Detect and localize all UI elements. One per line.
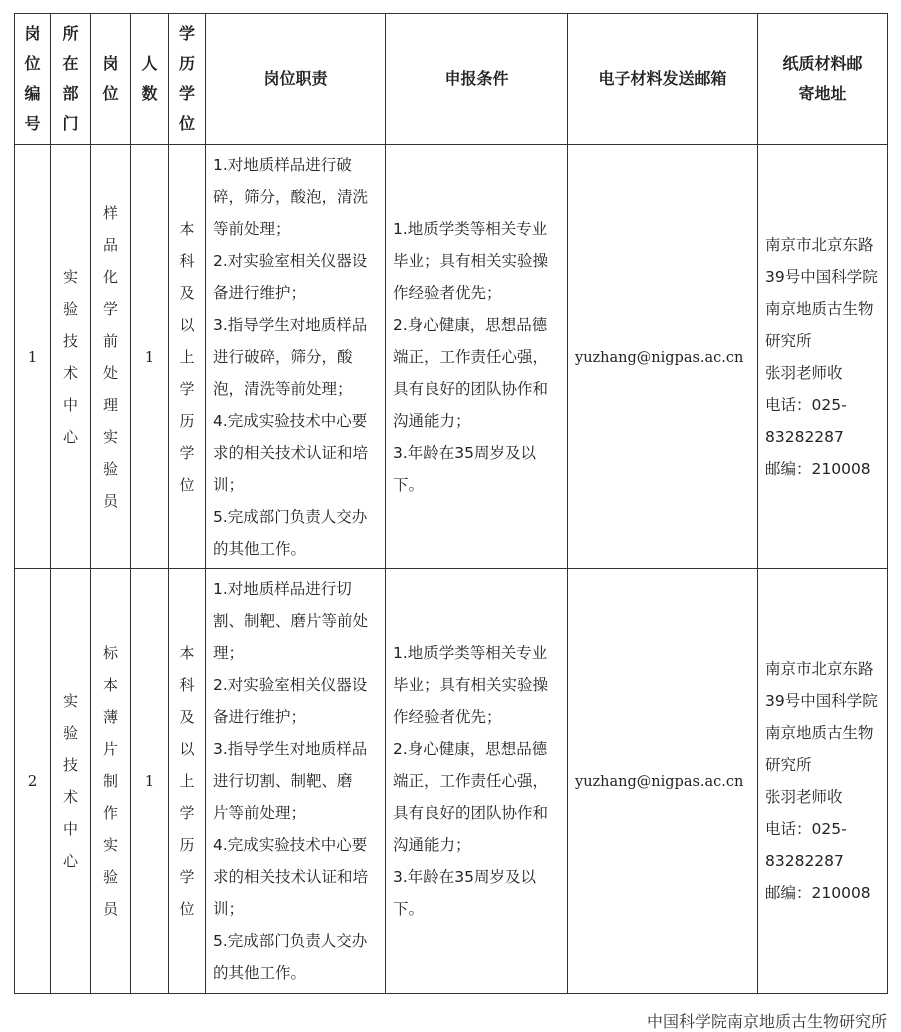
text-line: 端正，工作责任心强， (393, 772, 549, 790)
text-line: 毕业；具有相关实验操 (393, 676, 549, 694)
row-address (758, 569, 888, 994)
email-link[interactable]: yuzhang@nigpas.ac.cn (575, 349, 744, 366)
header-duties: 岗位职责 (206, 14, 386, 145)
text-line: 端正，工作责任心强， (393, 347, 549, 366)
row-email (568, 145, 758, 569)
table-row (15, 145, 888, 569)
text-line: 39号中国科学院 (765, 267, 878, 286)
text-line: 研究所 (765, 756, 812, 774)
row-dept: 实验技术中心 (51, 145, 91, 569)
row-edu: 本科及以上学历学位 (169, 569, 206, 994)
header-count: 人数 (131, 14, 169, 145)
row-duties (206, 145, 386, 569)
header-dept: 所在部门 (51, 14, 91, 145)
text-line: 的其他工作。 (213, 539, 307, 558)
row-requirements (386, 145, 568, 569)
header-code: 岗位编号 (15, 14, 51, 145)
text-line: 备进行维护； (213, 708, 307, 726)
text-line: 1.地质学类等相关专业 (393, 644, 548, 662)
text-line: 张羽老师收 (765, 788, 843, 806)
text-line: 南京地质古生物 (765, 299, 874, 318)
text-line: 2.身心健康，思想品德 (393, 740, 548, 758)
email-link[interactable]: yuzhang@nigpas.ac.cn (575, 774, 744, 790)
text-line: 求的相关技术认证和培 (213, 868, 369, 886)
text-line: 进行破碎，筛分，酸 (213, 347, 353, 366)
text-line: 的其他工作。 (213, 964, 307, 982)
row-edu: 本科及以上学历学位 (169, 145, 206, 569)
job-table (14, 13, 888, 994)
text-line: 备进行维护； (213, 283, 307, 302)
text-line: 1.对地质样品进行破 (213, 155, 352, 174)
text-line: 碎，筛分，酸泡，清洗 (213, 187, 369, 206)
text-line: 3.年龄在35周岁及以 (393, 443, 537, 462)
text-line: 电话：025- (765, 820, 847, 838)
text-line: 研究所 (765, 331, 812, 350)
header-email: 电子材料发送邮箱 (568, 14, 758, 145)
text-line: 5.完成部门负责人交办 (213, 932, 368, 950)
text-line: 4.完成实验技术中心要 (213, 836, 368, 854)
row-position: 样品化学前处理实验员 (91, 145, 131, 569)
text-line: 作经验者优先； (393, 283, 502, 302)
text-line: 邮编：210008 (765, 459, 871, 478)
header-position: 岗位 (91, 14, 131, 145)
text-line: 训； (213, 475, 245, 494)
header-edu: 学历学位 (169, 14, 206, 145)
text-line: 2.身心健康，思想品德 (393, 315, 548, 334)
text-line: 下。 (393, 900, 425, 918)
row-address (758, 145, 888, 569)
text-line: 1.地质学类等相关专业 (393, 219, 548, 238)
text-line: 割、制靶、磨片等前处 (213, 612, 369, 630)
text-line: 毕业；具有相关实验操 (393, 251, 549, 270)
text-line: 训； (213, 900, 245, 918)
text-line: 理； (213, 644, 245, 662)
text-line: 具有良好的团队协作和 (393, 804, 549, 822)
text-line: 2.对实验室相关仪器设 (213, 676, 368, 694)
text-line: 沟通能力； (393, 411, 471, 430)
text-line: 4.完成实验技术中心要 (213, 411, 368, 430)
text-line: 南京地质古生物 (765, 724, 874, 742)
text-line: 具有良好的团队协作和 (393, 379, 549, 398)
header-row (15, 14, 888, 145)
row-count: 1 (131, 569, 169, 994)
text-line: 求的相关技术认证和培 (213, 443, 369, 462)
table-row (15, 569, 888, 994)
text-line: 邮编：210008 (765, 884, 871, 902)
text-line: 片等前处理； (213, 804, 307, 822)
text-line: 进行切割、制靶、磨 (213, 772, 353, 790)
text-line: 1.对地质样品进行切 (213, 580, 352, 598)
text-line: 电话：025- (765, 395, 847, 414)
text-line: 南京市北京东路 (765, 660, 874, 678)
text-line: 泡，清洗等前处理； (213, 379, 353, 398)
text-line: 南京市北京东路 (765, 235, 874, 254)
row-code: 1 (15, 145, 51, 569)
text-line: 3.指导学生对地质样品 (213, 740, 368, 758)
text-line: 张羽老师收 (765, 363, 843, 382)
header-address: 纸质材料邮寄地址 (758, 14, 888, 145)
row-dept: 实验技术中心 (51, 569, 91, 994)
text-line: 3.指导学生对地质样品 (213, 315, 368, 334)
text-line: 下。 (393, 475, 425, 494)
row-position: 标本薄片制作实验员 (91, 569, 131, 994)
header-requirements: 申报条件 (386, 14, 568, 145)
text-line: 等前处理； (213, 219, 291, 238)
row-requirements (386, 569, 568, 994)
text-line: 5.完成部门负责人交办 (213, 507, 368, 526)
text-line: 83282287 (765, 427, 844, 446)
row-duties (206, 569, 386, 994)
text-line: 2.对实验室相关仪器设 (213, 251, 368, 270)
text-line: 83282287 (765, 852, 844, 870)
row-code: 2 (15, 569, 51, 994)
row-count: 1 (131, 145, 169, 569)
text-line: 作经验者优先； (393, 708, 502, 726)
text-line: 39号中国科学院 (765, 692, 878, 710)
footer-org: 中国科学院南京地质古生物研究所 (646, 1012, 887, 1031)
text-line: 3.年龄在35周岁及以 (393, 868, 537, 886)
text-line: 沟通能力； (393, 836, 471, 854)
row-email (568, 569, 758, 994)
